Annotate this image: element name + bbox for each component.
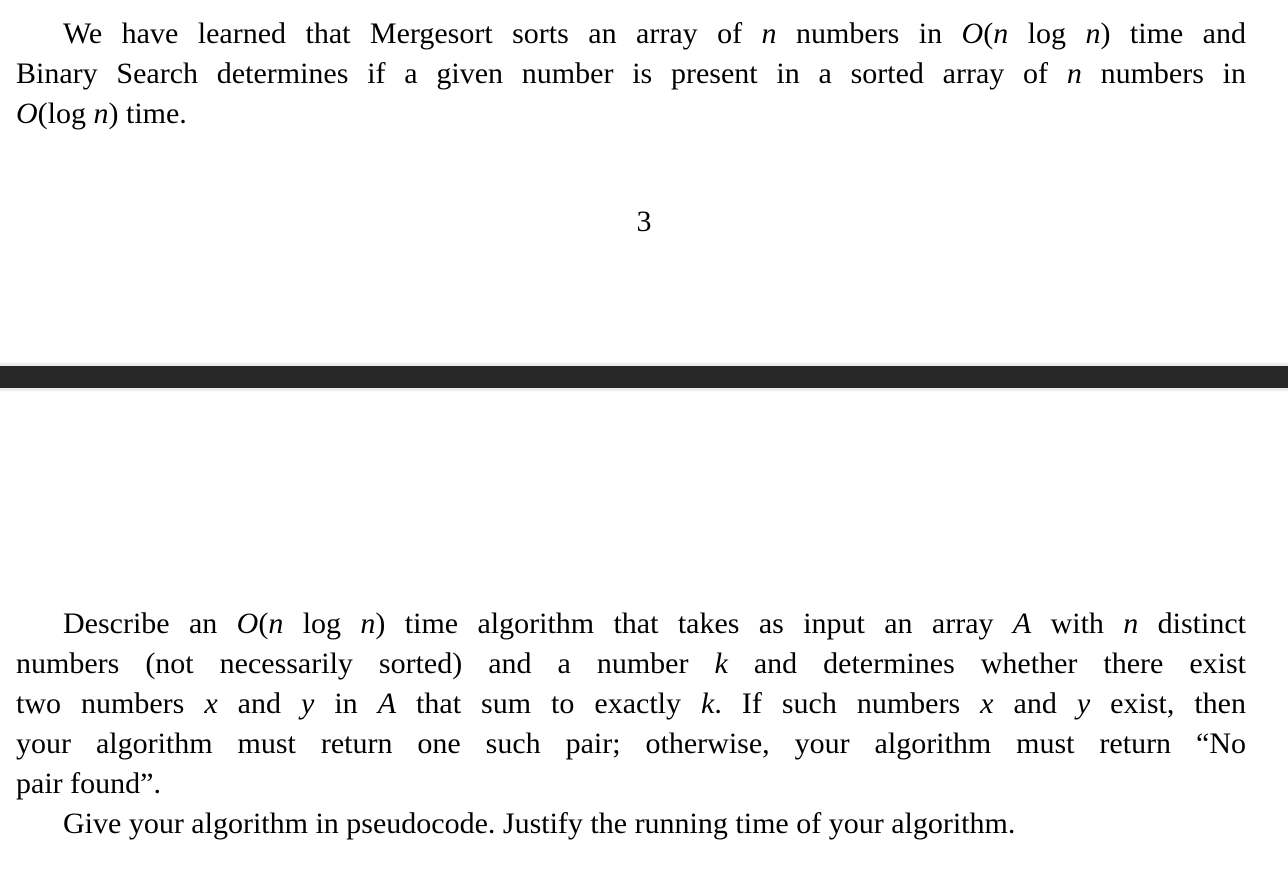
problem-line-2: numbers (not necessarily sorted) and a number k and determines whether there exist [16, 647, 1246, 680]
page-number: 3 [636, 205, 652, 238]
page-3-bottom [0, 0, 1288, 363]
problem-line-3: two numbers x and y in A that sum to exactly k. If such numbers x and y exist, then [16, 687, 1246, 720]
problem-line-5: pair found”. [16, 767, 161, 800]
problem-line-4: your algorithm must return one such pair; otherwise, your algorithm must return “No [16, 727, 1246, 760]
intro-paragraph [16, 14, 1246, 134]
intro-line-3: O(log n) time. [16, 97, 187, 130]
intro-line-1: We have learned that Mergesort sorts an array of n numbers in O(n log n) time and [63, 17, 1246, 50]
page-separator-bar [0, 366, 1288, 388]
intro-line-2: Binary Search determines if a given number is present in a sorted array of n numbers in [16, 57, 1247, 90]
problem-paragraph [16, 604, 1246, 804]
page-4-top [0, 391, 1288, 890]
problem-line-1: Describe an O(n log n) time algorithm that takes as input an array A with n distinct [63, 607, 1246, 640]
instruction-line: Give your algorithm in pseudocode. Justify the running time of your algorithm. [63, 807, 1016, 840]
instruction-paragraph [16, 804, 1246, 844]
